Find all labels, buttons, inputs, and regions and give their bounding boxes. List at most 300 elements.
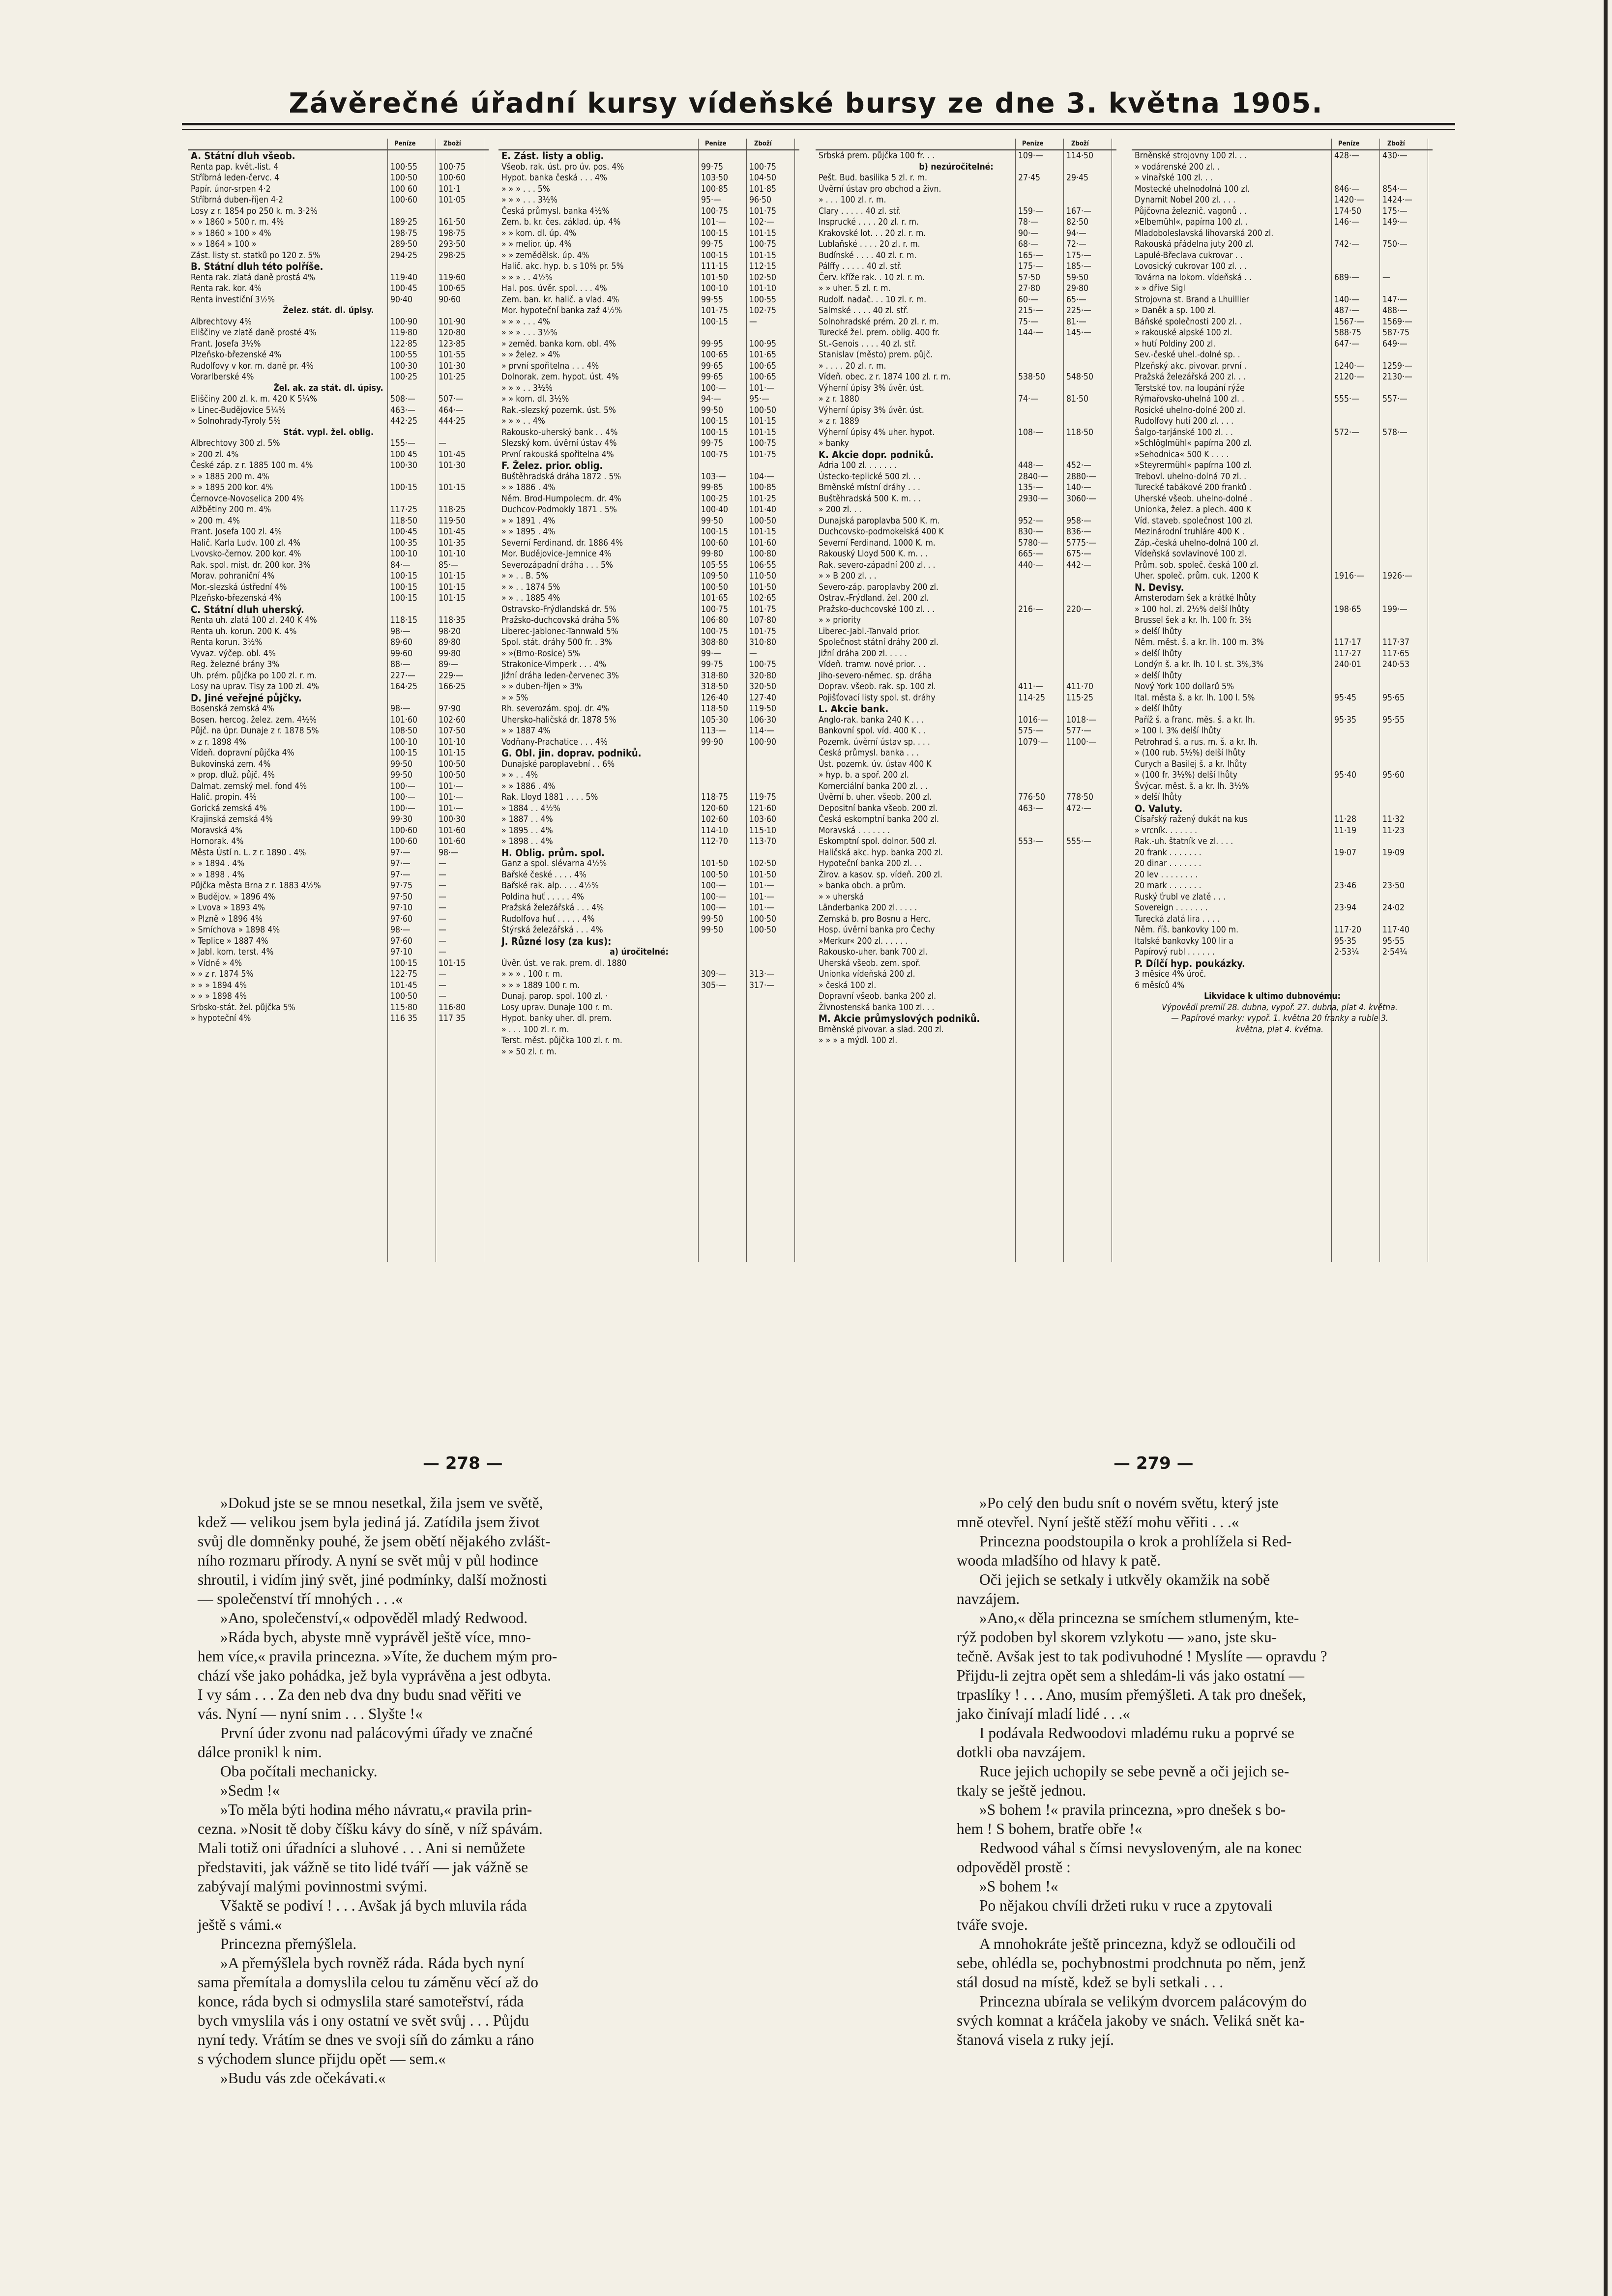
security-name: Rakouská přádelna juty 200 zl. [1135, 239, 1254, 249]
bid-price: 106·80 [701, 615, 729, 625]
bid-price: 100·50 [390, 991, 418, 1001]
column-header [498, 139, 799, 150]
security-name: 20 mark . . . . . . . [1135, 881, 1202, 891]
ask-price: 298·25 [439, 250, 466, 261]
security-name: Císařský ražený dukát na kus [1135, 814, 1248, 824]
quote-row [188, 715, 489, 726]
quote-row [188, 449, 489, 461]
quote-row [816, 460, 1116, 471]
quote-row [1132, 339, 1433, 350]
security-name: Severozápadní dráha . . . 5% [501, 560, 614, 570]
quote-row [188, 228, 489, 239]
bid-price: 215·— [1018, 306, 1043, 316]
security-name: Renta rak. kor. 4% [191, 284, 262, 293]
security-name: » » B 200 zl. . . [819, 571, 877, 581]
quote-row [816, 305, 1116, 317]
bid-price: 440·— [1018, 560, 1043, 570]
security-name: » . . . 100 zl. r. m. [819, 195, 886, 205]
bid-price: 102·60 [701, 814, 729, 824]
quote-row [1132, 482, 1433, 494]
security-name: Jižní dráha leden-červenec 3% [501, 670, 619, 681]
security-name: Rýmařovsko-uhelná 100 zl. . [1135, 394, 1244, 404]
security-name: Prům. sob. společ. česká 100 zl. [1135, 560, 1259, 570]
security-name: Švýcar. měst. š. a kr. lh. 3½% [1135, 781, 1249, 791]
security-name: Česká průmysl. banka 4½% [501, 206, 610, 216]
security-name: » » » . . 4% [501, 416, 545, 426]
bid-price: 100 45 [390, 449, 418, 460]
security-name: Buštěhradská dráha 1872 . 5% [501, 471, 621, 482]
quote-row [1132, 162, 1433, 173]
bid-price: 95·45 [1334, 693, 1357, 703]
quote-row [498, 494, 799, 505]
ask-price: 320·50 [749, 682, 777, 692]
bid-price: 118·75 [701, 792, 729, 802]
ask-price: 101·60 [749, 538, 777, 548]
security-name: Anglo-rak. banka 240 K . . . [819, 715, 924, 725]
bid-price: 117·25 [390, 505, 418, 515]
text-line: jako činívají mladí lidé . . .« [957, 1705, 1131, 1722]
bid-price: 99·85 [701, 483, 724, 493]
quote-row [1132, 814, 1433, 825]
quote-row [1132, 383, 1433, 394]
bid-price: 99·55 [701, 294, 724, 305]
quote-row [1132, 361, 1433, 372]
quote-row [188, 560, 489, 571]
quote-row [498, 272, 799, 284]
section-heading [498, 460, 799, 471]
bid-price: 294·25 [390, 250, 418, 261]
bid-price: 442·25 [390, 416, 418, 426]
security-name: 3 měsíce 4% úroč. [1135, 969, 1206, 979]
security-name: Jiho-severo-němec. sp. dráha [819, 670, 932, 681]
security-name: Zást. listy st. statků po 120 z. 5% [191, 250, 321, 261]
text-line: hem ! S bohem, bratře obře !« [957, 1820, 1143, 1837]
quote-row [498, 914, 799, 925]
bid-price: 100·50 [701, 870, 729, 880]
bid-price: 68·— [1018, 239, 1038, 249]
security-name: Česká eskomptní banka 200 zl. [819, 814, 939, 824]
quote-row [188, 538, 489, 549]
bid-price: 100·15 [390, 593, 418, 603]
ask-price: 2130·— [1382, 372, 1412, 382]
security-name: Ostrav.-Frýdland. žel. 200 zl. [819, 593, 929, 603]
security-name: Srbská prem. půjčka 100 fr. . . [819, 151, 935, 161]
quote-row [498, 637, 799, 648]
ask-price: — [439, 969, 446, 979]
quote-row [498, 582, 799, 593]
ask-price: 240·53 [1382, 660, 1410, 669]
bid-price: 108·50 [390, 726, 418, 736]
ask-price: 101·40 [749, 505, 777, 515]
security-name: » Solnohrady-Tyroly 5% [191, 416, 281, 426]
security-name: Dunajská paroplavba 500 K. m. [819, 516, 940, 526]
bid-price: 27·45 [1018, 173, 1041, 183]
bid-price: 99·65 [701, 361, 724, 371]
security-name: » » » . . . 3½% [501, 328, 558, 338]
bid-price: 100·25 [390, 372, 418, 382]
bid-price: 846·— [1334, 184, 1359, 194]
security-name: Budínské . . . . 40 zl. r. m. [819, 250, 917, 261]
section-heading [498, 150, 799, 162]
ask-price: 167·— [1066, 206, 1091, 216]
security-name: Společnost státní dráhy 200 zl. [819, 638, 938, 647]
security-name: Papír. únor-srpen 4·2 [191, 184, 271, 194]
text-line: zabývají malými povinnostmi svými. [198, 1878, 428, 1895]
quote-row [816, 272, 1116, 284]
security-name: » vinařské 100 zl. . . [1135, 173, 1213, 183]
ask-price: 101·15 [439, 571, 466, 581]
text-line: s východem slunce přijdu opět — sem.« [198, 2050, 446, 2067]
ask-price: 675·— [1066, 549, 1091, 559]
security-name: Buštěhradská 500 K. m. . . [819, 494, 921, 504]
bid-price: 97·10 [390, 947, 413, 957]
security-name: Vídeň. dopravní půjčka 4% [191, 748, 294, 758]
quote-row [816, 560, 1116, 571]
quote-row [816, 892, 1116, 903]
ask-price: 101·15 [749, 416, 777, 426]
bid-price: 100·30 [390, 361, 418, 371]
quote-row [1132, 250, 1433, 262]
bid-price: 60·— [1018, 294, 1038, 305]
bid-price: 84·— [390, 560, 410, 570]
security-name: Plzeňsko-březenské 4% [191, 350, 282, 360]
security-name: » » priority [819, 615, 861, 625]
quote-row [498, 892, 799, 903]
bid-price: 100·15 [701, 427, 729, 437]
security-name: Sovereign . . . . . . . [1135, 903, 1208, 913]
quote-row [816, 648, 1116, 660]
security-name: Komerciální banka 200 zl. . . [819, 781, 928, 791]
quote-row [498, 626, 799, 638]
security-name: Paříž š. a franc. měs. š. a kr. lh. [1135, 715, 1255, 725]
ask-price: 587·75 [1382, 328, 1410, 338]
security-name: Rudolfovy hutí 200 zl. . . . [1135, 416, 1234, 426]
quote-row [816, 615, 1116, 626]
security-name: Města Ústí n. L. z r. 1890 . 4% [191, 847, 306, 858]
security-name: » hutí Poldiny 200 zl. [1135, 339, 1216, 349]
ask-price: 101·60 [439, 837, 466, 846]
security-name: » » 1895 200 kor. 4% [191, 483, 273, 493]
security-name: Červ. kříže rak. . 10 zl. r. m. [819, 272, 925, 283]
security-name: » » » . . . 4% [501, 317, 550, 327]
quote-row [188, 870, 489, 881]
bid-price: 308·80 [701, 638, 729, 647]
ask-price: 100·95 [749, 339, 777, 349]
bid-price: 1420·— [1334, 195, 1364, 205]
subsection-heading [816, 162, 1116, 173]
security-name: Londýn š. a kr. lh. 10 l. st. 3%,3% [1135, 660, 1264, 669]
security-name: Frant. Josefa 100 zl. 4% [191, 527, 282, 537]
ask-price: 100·75 [749, 438, 777, 448]
quote-row [498, 162, 799, 173]
bid-price: 647·— [1334, 339, 1359, 349]
quote-row [188, 681, 489, 693]
page-edge-shadow [1604, 0, 1608, 2296]
bid-price: 411·— [1018, 682, 1043, 692]
ask-price: 100·50 [749, 925, 777, 935]
quote-row [816, 836, 1116, 847]
quote-row [1132, 394, 1433, 405]
quote-row [816, 184, 1116, 195]
security-name: Uherská všeob. zem. spoř. [819, 958, 921, 968]
security-name: Rakousko-uherský bank . . 4% [501, 427, 618, 437]
title-rule-thin [182, 129, 1455, 130]
security-name: » » 50 zl. r. m. [501, 1046, 557, 1057]
quote-row [816, 637, 1116, 648]
security-name: » » 1864 » 100 » [191, 239, 257, 249]
security-name: » » 1860 » 500 r. m. 4% [191, 217, 284, 227]
text-line: odpověděl prostě : [957, 1859, 1071, 1876]
security-name: Mor. Budějovice-Jemnice 4% [501, 549, 612, 559]
bid-price: 448·— [1018, 461, 1043, 470]
security-name: Curych a Basilej š. a kr. lhůty [1135, 759, 1247, 769]
quote-row [816, 781, 1116, 792]
security-name: Turecké žel. prem. oblig. 400 fr. [819, 328, 940, 338]
quote-row [816, 206, 1116, 217]
security-name: » » » . . . 5% [501, 184, 550, 194]
security-name: » Jabl. kom. terst. 4% [191, 947, 274, 957]
bid-price: 1916·— [1334, 571, 1364, 581]
quote-row [188, 991, 489, 1002]
security-name: » 200 zl. . . [819, 505, 862, 515]
ask-price: — [439, 936, 446, 946]
security-name: » » želez. » 4% [501, 350, 560, 360]
security-name: Úvěr. úst. ve rak. prem. dl. 1880 [501, 958, 627, 968]
quote-row [1132, 206, 1433, 217]
bid-price: 100·75 [701, 206, 729, 216]
security-name: » Daněk a sp. 100 zl. [1135, 306, 1216, 316]
text-line: stál dosud na místě, kdež se byli setkali . . . [957, 1974, 1224, 1991]
quote-row [816, 494, 1116, 505]
text-line: štanová visela z ruky její. [957, 2031, 1114, 2048]
quote-row [1132, 980, 1433, 991]
quote-row [188, 504, 489, 516]
text-line: »Ano, společenství,« odpověděl mladý Redwood. [220, 1609, 528, 1627]
bid-price: 100·— [701, 892, 726, 902]
ask-price: 444·25 [439, 416, 466, 426]
security-name: » » 1885 200 m. 4% [191, 471, 269, 482]
quote-row [498, 593, 799, 604]
bid-price: 100·15 [701, 250, 729, 261]
quote-row [498, 759, 799, 770]
bid-price: 118·50 [390, 516, 418, 526]
ask-price: 82·50 [1066, 217, 1089, 227]
ask-price: 104·— [749, 471, 774, 482]
text-line: tváře svoje. [957, 1916, 1028, 1933]
ask-price: 101·15 [439, 958, 466, 968]
security-name: Dolnorak. zem. hypot. úst. 4% [501, 372, 619, 382]
bid-price: 135·— [1018, 483, 1043, 493]
security-name: Ital. města š. a kr. lh. 100 l. 5% [1135, 693, 1255, 703]
ask-header: Zboží [1387, 140, 1405, 147]
ask-price: 1259·— [1382, 361, 1412, 371]
quote-row [188, 593, 489, 604]
text-line: ještě s vámi.« [198, 1916, 282, 1933]
ask-price: 107·80 [749, 615, 777, 625]
quote-row [816, 571, 1116, 582]
quote-row [816, 670, 1116, 682]
quote-row [498, 228, 799, 239]
security-name: Půjčka města Brna z r. 1883 4½% [191, 881, 321, 891]
quote-row [498, 549, 799, 560]
quote-row [1132, 494, 1433, 505]
security-name: Bosen. hercog. želez. zem. 4½% [191, 715, 317, 725]
security-name: Česká průmysl. banka . . . [819, 748, 919, 758]
quote-row [1132, 626, 1433, 638]
ask-price: 100·85 [749, 483, 777, 493]
security-name: Slezský kom. úvěrní ústav 4% [501, 438, 617, 448]
security-name: » rakouské alpské 100 zl. [1135, 328, 1232, 338]
security-name: Renta korun. 3½% [191, 638, 263, 647]
quote-row [1132, 228, 1433, 239]
text-line: Všaktě se podiví ! . . . Avšak já bych mluvila ráda [220, 1897, 527, 1914]
security-name: » » duben-říjen » 3% [501, 682, 583, 692]
text-line: dotkli oba navzájem. [957, 1744, 1086, 1761]
security-name: Renta pap. květ.-list. 4 [191, 162, 279, 172]
quote-row [188, 947, 489, 958]
bid-price: 100·30 [390, 461, 418, 470]
security-name: Moravská 4% [191, 825, 243, 836]
ask-price: 100·65 [749, 372, 777, 382]
security-name: Mor. hypoteční banka zaž 4½% [501, 306, 622, 316]
text-line: Přijdu-li zejtra opět sem a shledám-li vás jako ostatní — [957, 1667, 1304, 1684]
quote-row [498, 283, 799, 294]
quote-row [498, 195, 799, 206]
ask-price: 116·80 [439, 1002, 466, 1013]
quote-row [188, 980, 489, 991]
ask-price: 119·50 [749, 704, 777, 714]
bid-price: 100·15 [390, 571, 418, 581]
ask-price: 149·— [1382, 217, 1407, 227]
security-name: » » zemědělsk. úp. 4% [501, 250, 589, 261]
security-name: » vodárenské 200 zl. . [1135, 162, 1220, 172]
ask-price: 101·55 [439, 350, 466, 360]
quote-row [816, 516, 1116, 527]
quote-row [816, 726, 1116, 737]
ask-price: 114·— [749, 726, 774, 736]
security-name: Nový York 100 dollarů 5% [1135, 682, 1234, 692]
section-heading [188, 604, 489, 615]
ask-price: 557·— [1382, 394, 1407, 404]
quote-row [188, 748, 489, 759]
security-name: 20 lev . . . . . . . . [1135, 870, 1198, 880]
ask-price: 101·60 [439, 825, 466, 836]
quote-row [188, 582, 489, 593]
quote-row [816, 748, 1116, 759]
quote-row [1132, 372, 1433, 383]
security-name: Pražsko-duchcovské 100 zl. . . [819, 604, 935, 614]
quote-row [188, 703, 489, 715]
bid-price: 830·— [1018, 527, 1043, 537]
ask-price: 101·50 [749, 582, 777, 592]
ask-price: 110·50 [749, 571, 777, 581]
quote-row [1132, 471, 1433, 483]
security-name: Rak. severo-západní 200 zl. . . [819, 560, 936, 570]
quote-row [1132, 648, 1433, 660]
ask-price: — [439, 903, 446, 913]
quote-row [816, 283, 1116, 294]
quote-row [188, 327, 489, 339]
text-line: »S bohem !« [979, 1878, 1058, 1895]
quote-row [188, 526, 489, 538]
security-name: » z r. 1880 [819, 394, 859, 404]
ask-price: 100·75 [439, 162, 466, 172]
security-name: Rudolfova huť . . . . . 4% [501, 914, 595, 924]
security-name: Pálffy . . . . . 40 zl. stř. [819, 262, 902, 271]
quote-row [188, 892, 489, 903]
ask-price: 95·65 [1382, 693, 1405, 703]
ask-price: 101·30 [439, 361, 466, 371]
ask-price: 101·10 [749, 284, 777, 293]
ask-price: 101·05 [439, 195, 466, 205]
ask-price: 101·35 [439, 538, 466, 548]
quote-row [816, 626, 1116, 638]
quote-row [1132, 184, 1433, 195]
quote-row [498, 781, 799, 792]
bid-price: 117·27 [1334, 648, 1362, 659]
ask-price: 175·— [1066, 250, 1091, 261]
ask-price: 89·80 [439, 638, 461, 647]
security-name: » » kom. dl. 3½% [501, 394, 569, 404]
ask-price: 118·25 [439, 505, 466, 515]
quote-row [188, 958, 489, 969]
security-name: Žirov. a kasov. sp. vídeň. 200 zl. [819, 870, 942, 880]
bid-price: 198·65 [1334, 604, 1362, 614]
quote-row [816, 394, 1116, 405]
ask-price: 100·50 [749, 914, 777, 924]
bid-price: 27·80 [1018, 284, 1041, 293]
section-heading [188, 261, 489, 272]
bid-price: 155·— [390, 438, 415, 448]
bid-price: 100·15 [701, 527, 729, 537]
ask-price: 101·45 [439, 527, 466, 537]
section-heading [816, 1013, 1116, 1024]
ask-price: 101·50 [749, 870, 777, 880]
security-name: » Vídně » 4% [191, 958, 242, 968]
security-name: Losy na uprav. Tisy za 100 zl. 4% [191, 682, 319, 692]
ask-price: 102·50 [749, 859, 777, 869]
ask-price: 101·— [749, 383, 774, 393]
quote-row [1132, 681, 1433, 693]
ask-price: 107·50 [439, 726, 466, 736]
ask-price: 555·— [1066, 837, 1091, 846]
ask-price: 106·30 [749, 715, 777, 725]
security-name: Terst. měst. půjčka 100 zl. r. m. [501, 1036, 622, 1046]
quote-row [816, 416, 1116, 427]
ask-price: 310·80 [749, 638, 777, 647]
bid-price: 2120·— [1334, 372, 1364, 382]
bid-price: 116 35 [390, 1014, 418, 1023]
security-name: A. Státní dluh všeob. [191, 150, 295, 162]
security-name: Želez. stát. dl. úpisy. [283, 306, 374, 316]
ask-price: 114·50 [1066, 151, 1094, 161]
ask-price: 101·45 [439, 449, 466, 460]
quote-row [816, 294, 1116, 306]
quote-row [816, 1024, 1116, 1036]
bid-price: 99·75 [701, 239, 724, 249]
bid-price: 99·75 [701, 438, 724, 448]
security-name: » » . . 4% [501, 770, 538, 780]
text-line: První úder zvonu nad palácovými úřady ve značné [220, 1724, 533, 1742]
text-line: dálce pronikl k nim. [198, 1744, 322, 1761]
quote-row [816, 228, 1116, 239]
ask-price: 1424·— [1382, 195, 1412, 205]
ask-price: 120·80 [439, 328, 466, 338]
quote-row [816, 250, 1116, 262]
security-name: Gorická zemská 4% [191, 803, 267, 814]
quote-row [188, 1013, 489, 1024]
quote-row [188, 173, 489, 184]
